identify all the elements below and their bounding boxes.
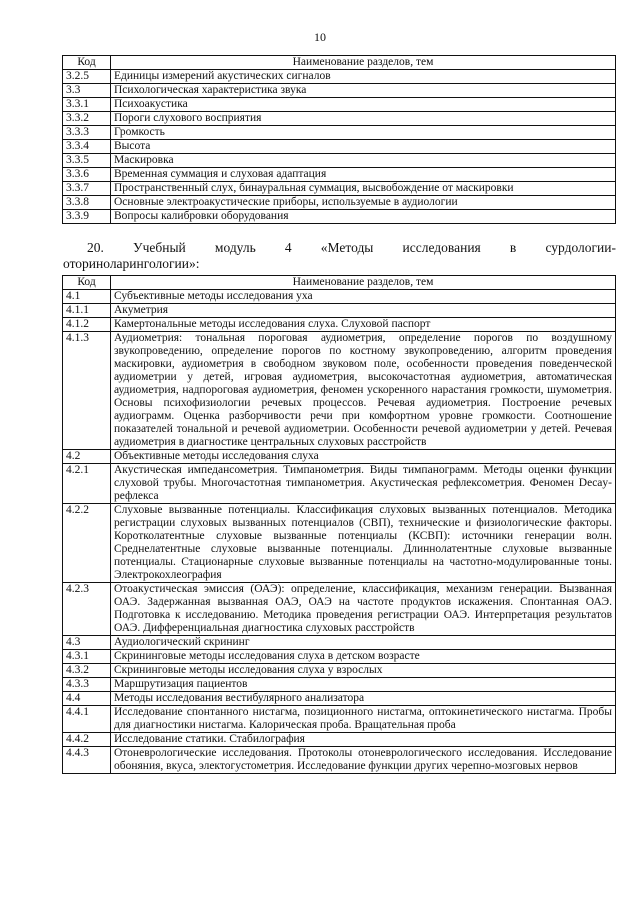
table-row — [63, 636, 616, 650]
sections-table-module-3 — [62, 55, 616, 224]
table-row — [63, 304, 616, 318]
table-row — [63, 84, 616, 98]
module-heading-line-2: оториноларингологии»: — [63, 256, 200, 271]
row-section-name: Отоневрологические исследования. Протоколы отоневрологического исследования. Исследование обоняния, вкуса, электогустометрия. Исследование функции других черепно-мозговых нервов — [111, 747, 616, 774]
row-code: 3.3.1 — [63, 98, 111, 112]
row-code: 4.2.1 — [63, 464, 111, 504]
row-code: 3.3.6 — [63, 168, 111, 182]
table-row — [63, 733, 616, 747]
row-code: 4.1.2 — [63, 318, 111, 332]
row-section-name: Психологическая характеристика звука — [111, 84, 616, 98]
row-code: 4.4.1 — [63, 706, 111, 733]
table-row — [63, 650, 616, 664]
row-section-name: Маршрутизация пациентов — [111, 678, 616, 692]
row-code: 4.4.3 — [63, 747, 111, 774]
row-code: 4.4.2 — [63, 733, 111, 747]
row-code: 4.1.3 — [63, 332, 111, 450]
row-code: 4.2.3 — [63, 583, 111, 636]
row-code: 4.2.2 — [63, 504, 111, 583]
row-section-name: Методы исследования вестибулярного анализатора — [111, 692, 616, 706]
row-section-name: Слуховые вызванные потенциалы. Классификация слуховых вызванных потенциалов. Методика регистрации слуховых вызванных потенциалов (СВП), технические и физиологические факторы. Коротколатентные слуховые вызванные потенциалы (КСВП): источники генерации волн. Среднелатентные слуховые вызванные потенциалы. Длиннолатентные слуховые вызванные потенциалы. Стационарные слуховые вызванные потенциалы на частотно-модулированные тоны. Электрокохлеография — [111, 504, 616, 583]
table-row — [63, 464, 616, 504]
table-header-row — [63, 276, 616, 290]
table-header-row — [63, 56, 616, 70]
row-section-name: Пороги слухового восприятия — [111, 112, 616, 126]
row-code: 3.2.5 — [63, 70, 111, 84]
row-code: 4.2 — [63, 450, 111, 464]
row-code: 4.3.2 — [63, 664, 111, 678]
table-row — [63, 182, 616, 196]
row-section-name: Скрининговые методы исследования слуха у взрослых — [111, 664, 616, 678]
row-section-name: Акустическая импедансометрия. Тимпанометрия. Виды тимпанограмм. Методы оценки функции слуховой трубы. Многочастотная тимпанометрия. Акустическая рефлексометрия. Феномен Decay-рефлекса — [111, 464, 616, 504]
table-row — [63, 450, 616, 464]
table-row — [63, 678, 616, 692]
row-section-name: Аудиологический скрининг — [111, 636, 616, 650]
row-section-name: Пространственный слух, бинауральная суммация, высвобождение от маскировки — [111, 182, 616, 196]
row-code: 3.3.5 — [63, 154, 111, 168]
module-heading-line-1: 20. Учебный модуль 4 «Методы исследования в сурдологии- — [87, 240, 616, 255]
row-code: 4.3 — [63, 636, 111, 650]
row-code: 3.3.8 — [63, 196, 111, 210]
table-row — [63, 664, 616, 678]
row-code: 3.3 — [63, 84, 111, 98]
table-row — [63, 140, 616, 154]
row-section-name: Громкость — [111, 126, 616, 140]
table-row — [63, 290, 616, 304]
row-code: 4.1.1 — [63, 304, 111, 318]
row-section-name: Временная суммация и слуховая адаптация — [111, 168, 616, 182]
table-row — [63, 332, 616, 450]
row-code: 4.3.3 — [63, 678, 111, 692]
row-code: 3.3.9 — [63, 210, 111, 224]
table-row — [63, 98, 616, 112]
row-code: 4.1 — [63, 290, 111, 304]
table-row — [63, 692, 616, 706]
row-section-name: Акуметрия — [111, 304, 616, 318]
table-row — [63, 583, 616, 636]
row-code: 3.3.4 — [63, 140, 111, 154]
row-section-name: Субъективные методы исследования уха — [111, 290, 616, 304]
table-row — [63, 112, 616, 126]
row-section-name: Высота — [111, 140, 616, 154]
table-row — [63, 504, 616, 583]
table-row — [63, 168, 616, 182]
row-section-name: Основные электроакустические приборы, используемые в аудиологии — [111, 196, 616, 210]
row-section-name: Исследование статики. Стабилография — [111, 733, 616, 747]
table-row — [63, 318, 616, 332]
row-section-name: Камертональные методы исследования слуха. Слуховой паспорт — [111, 318, 616, 332]
table-row — [63, 706, 616, 733]
row-section-name: Отоакустическая эмиссия (ОАЭ): определение, классификация, механизм генерации. Вызванная ОАЭ. Задержанная вызванная ОАЭ, ОАЭ на частоте продуктов искажения. Спонтанная ОАЭ. Подготовка к исследованию. Методика проведения регистрации ОАЭ. Интерпретация результатов ОАЭ. Дифференциальная диагностика слуховых расстройств — [111, 583, 616, 636]
column-header-code: Код — [63, 276, 111, 290]
row-code: 4.4 — [63, 692, 111, 706]
row-section-name: Исследование спонтанного нистагма, позиционного нистагма, оптокинетического нистагма. Пробы для диагностики нистагма. Калорическая проба. Вращательная проба — [111, 706, 616, 733]
row-code: 3.3.2 — [63, 112, 111, 126]
table-row — [63, 196, 616, 210]
table-row — [63, 154, 616, 168]
table-row — [63, 70, 616, 84]
row-section-name: Объективные методы исследования слуха — [111, 450, 616, 464]
table-row — [63, 210, 616, 224]
row-section-name: Аудиометрия: тональная пороговая аудиометрия, определение порогов по воздушному звукопроведению, определение порогов по костному звукопроведению, алгоритм проведения маскировки, аудиометрия в свободном звуковом поле, особенности проведения поведенческой аудиометрии у детей, игровая аудиометрия, высокочастотная аудиометрия, автоматическая аудиометрия, надпороговая аудиометрия, феномен ускоренного нарастания громкости, шумометрия. Основы психофизиологии речевых процессов. Речевая аудиометрия. Построение речевых аудиограмм. Оценка разборчивости речи при комфортном уровне громкости. Соотношение показателей тональной и речевой аудиометрии. Особенности речевой аудиометрии у детей. Речевая аудиометрия в диагностике центральных слуховых расстройств — [111, 332, 616, 450]
row-code: 4.3.1 — [63, 650, 111, 664]
sections-table-module-4 — [62, 275, 616, 774]
row-section-name: Скрининговые методы исследования слуха в детском возрасте — [111, 650, 616, 664]
column-header-name: Наименование разделов, тем — [111, 56, 616, 70]
row-section-name: Вопросы калибровки оборудования — [111, 210, 616, 224]
table-row — [63, 126, 616, 140]
row-section-name: Психоакустика — [111, 98, 616, 112]
column-header-code: Код — [63, 56, 111, 70]
table-row — [63, 747, 616, 774]
row-code: 3.3.7 — [63, 182, 111, 196]
row-section-name: Маскировка — [111, 154, 616, 168]
row-section-name: Единицы измерений акустических сигналов — [111, 70, 616, 84]
column-header-name: Наименование разделов, тем — [111, 276, 616, 290]
row-code: 3.3.3 — [63, 126, 111, 140]
module-heading — [63, 240, 616, 272]
page-number: 10 — [314, 30, 326, 44]
